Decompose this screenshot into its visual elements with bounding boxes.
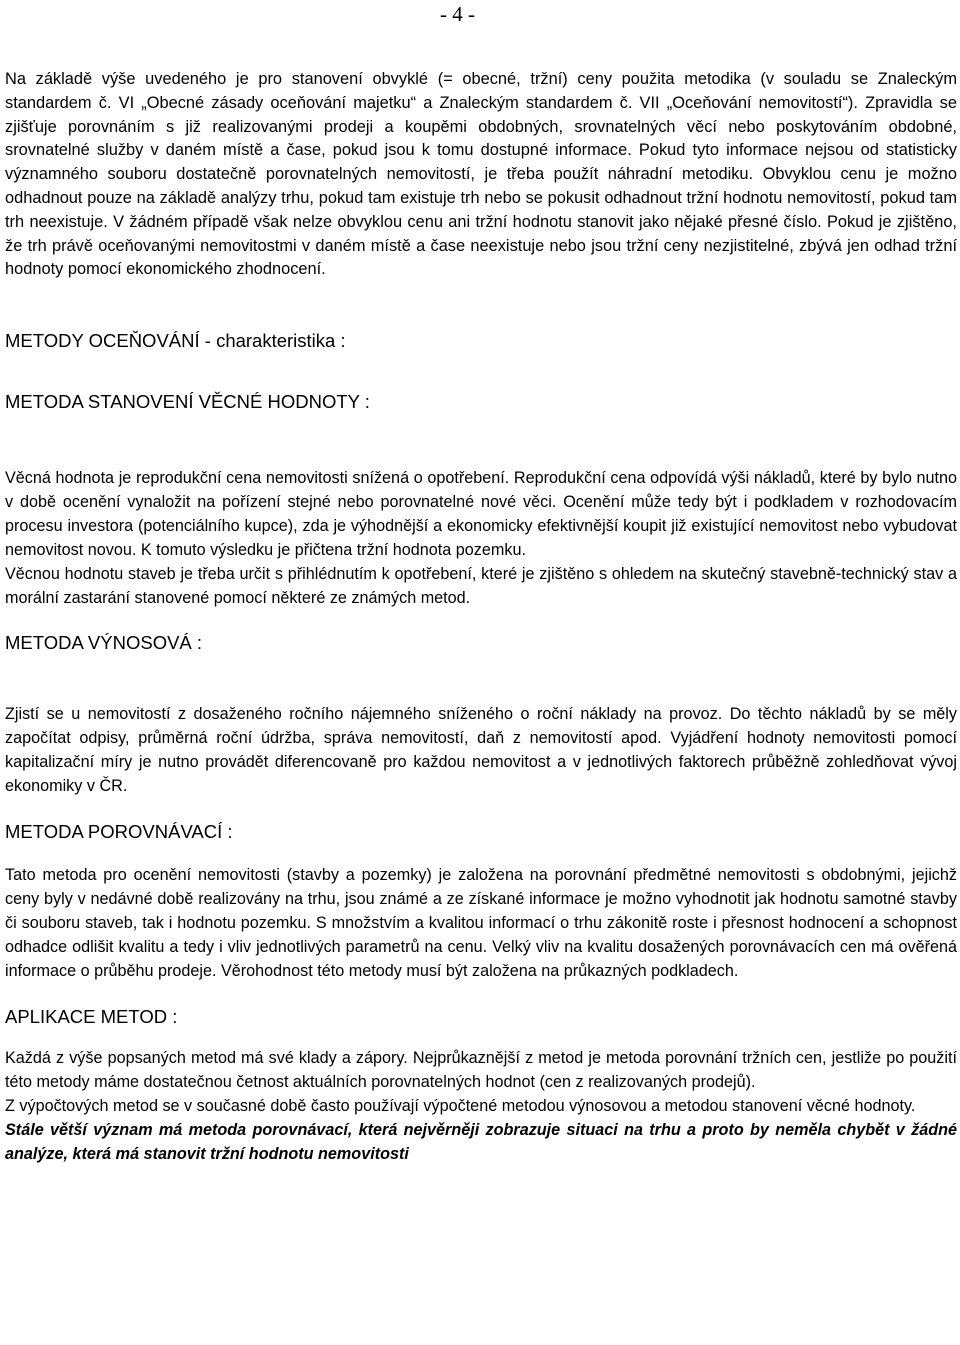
section-heading-aplikace: APLIKACE METOD : <box>5 1006 178 1028</box>
aplikace-paragraph-2: Z výpočtových metod se v současné době často používají výpočtené metodou výnosovou a metodou stanovení věcné hodnoty. <box>5 1097 916 1116</box>
section-heading-porovnavaci: METODA POROVNÁVACÍ : <box>5 821 233 843</box>
section-heading-vecna: METODA STANOVENÍ VĚCNÉ HODNOTY : <box>5 391 370 413</box>
section-heading-vynosova: METODA VÝNOSOVÁ : <box>5 632 203 654</box>
porovnavaci-paragraph-1: Tato metoda pro ocenění nemovitosti (stavby a pozemky) je založena na porovnání předmětné nemovitosti s obdobnými, jejichž ceny byly v nedávné době realizovány na trhu, jsou známé a ze získané informace je možno vyhodnotit jak hodnotu samotné stavby či souboru staveb, tak i hodnotu pozemku. S množstvím a kvalitou informací o trhu zákonitě roste i přesnost hodnocení a schopnost odhadce odlišit kvalitu a tedy i vliv jednotlivých parametrů na cenu. Velký vliv na kvalitu dosažených porovnávacích cen má ověřená informace o průběhu prodeje. Věrohodnost této metody musí být založena na průkazných podkladech. <box>5 866 957 981</box>
intro-paragraph: Na základě výše uvedeného je pro stanovení obvyklé (= obecné, tržní) ceny použita metodika (v souladu se Znaleckým standardem č. VI „Obecné zásady oceňování majetku“ a Znaleckým standardem č. VII „Oceňování nemovitostí“). Zpravidla se zjišťuje porovnáním s již realizovanými prodeji a koupěmi obdobných, srovnatelných věcí nebo poskytováním obdobné, srovnatelné služby v daném místě a čase, pokud jsou k tomu dostupné informace. Pokud tyto informace nejsou od statisticky významného souboru dostatečně porovnatelných nemovitostí, je třeba použít náhradní metodiku. Obvyklou cenu je možno odhadnout pouze na základě analýzy trhu, pokud tam existuje trh nebo se pokusit odhadnout tržní hodnotu nemovitostí, pokud tam trh neexistuje. V žádném případě však nelze obvyklou cenu ani tržní hodnotu stanovit jako nějaké přesné číslo. Pokud je zjištěno, že trh právě oceňovanými nemovitostmi v daném místě a čase neexistuje nebo jsou tržní ceny nezjistitelné, zbývá jen odhad tržní hodnoty pomocí ekonomického zhodnocení. <box>5 70 957 279</box>
aplikace-emphasis: Stále větší význam má metoda porovnávací, která nejvěrněji zobrazuje situaci na trhu a proto by neměla chybět v žádné analýze, která má stanovit tržní hodnotu nemovitosti <box>5 1121 957 1164</box>
vecna-paragraph-1: Věcná hodnota je reprodukční cena nemovitosti snížená o opotřebení. Reprodukční cena odpovídá výši nákladů, které by bylo nutno v době ocenění vynaložit na pořízení stejné nebo porovnatelné nové věci. Ocenění může tedy být i podkladem v rozhodovacím procesu investora (potenciálního kupce), zda je výhodnější a ekonomicky efektivnější koupit již existující nemovitost nebo vybudovat nemovitost novou. K tomuto výsledku je přičtena tržní hodnota pozemku. <box>5 469 957 560</box>
aplikace-paragraph-1: Každá z výše popsaných metod má své klady a zápory. Nejprůkaznější z metod je metoda porovnání tržních cen, jestliže po použití této metody máme dostatečnou četnost aktuálních porovnatelných hodnot (cen z realizovaných prodejů). <box>5 1049 957 1092</box>
vecna-paragraph-2: Věcnou hodnotu staveb je třeba určit s přihlédnutím k opotřebení, které je zjištěno s ohledem na skutečný stavebně-technický stav a morální zastarání stanovené pomocí některé ze známých metod. <box>5 565 957 608</box>
methods-heading: METODY OCEŇOVÁNÍ - charakteristika : <box>5 330 346 352</box>
document-body <box>5 68 957 1166</box>
vynosova-paragraph-1: Zjistí se u nemovitostí z dosaženého ročního nájemného sníženého o roční náklady na provoz. Do těchto nákladů by se měly započítat odpisy, průměrná roční údržba, správa nemovitostí, daň z nemovitostí apod. Vyjádření hodnoty nemovitosti pomocí kapitalizační míry je nutno provádět diferencovaně pro každou nemovitost a v jednotlivých faktorech průběžně zohledňovat vývoj ekonomiky v ČR. <box>5 705 957 796</box>
page-number: - 4 - <box>440 2 475 26</box>
